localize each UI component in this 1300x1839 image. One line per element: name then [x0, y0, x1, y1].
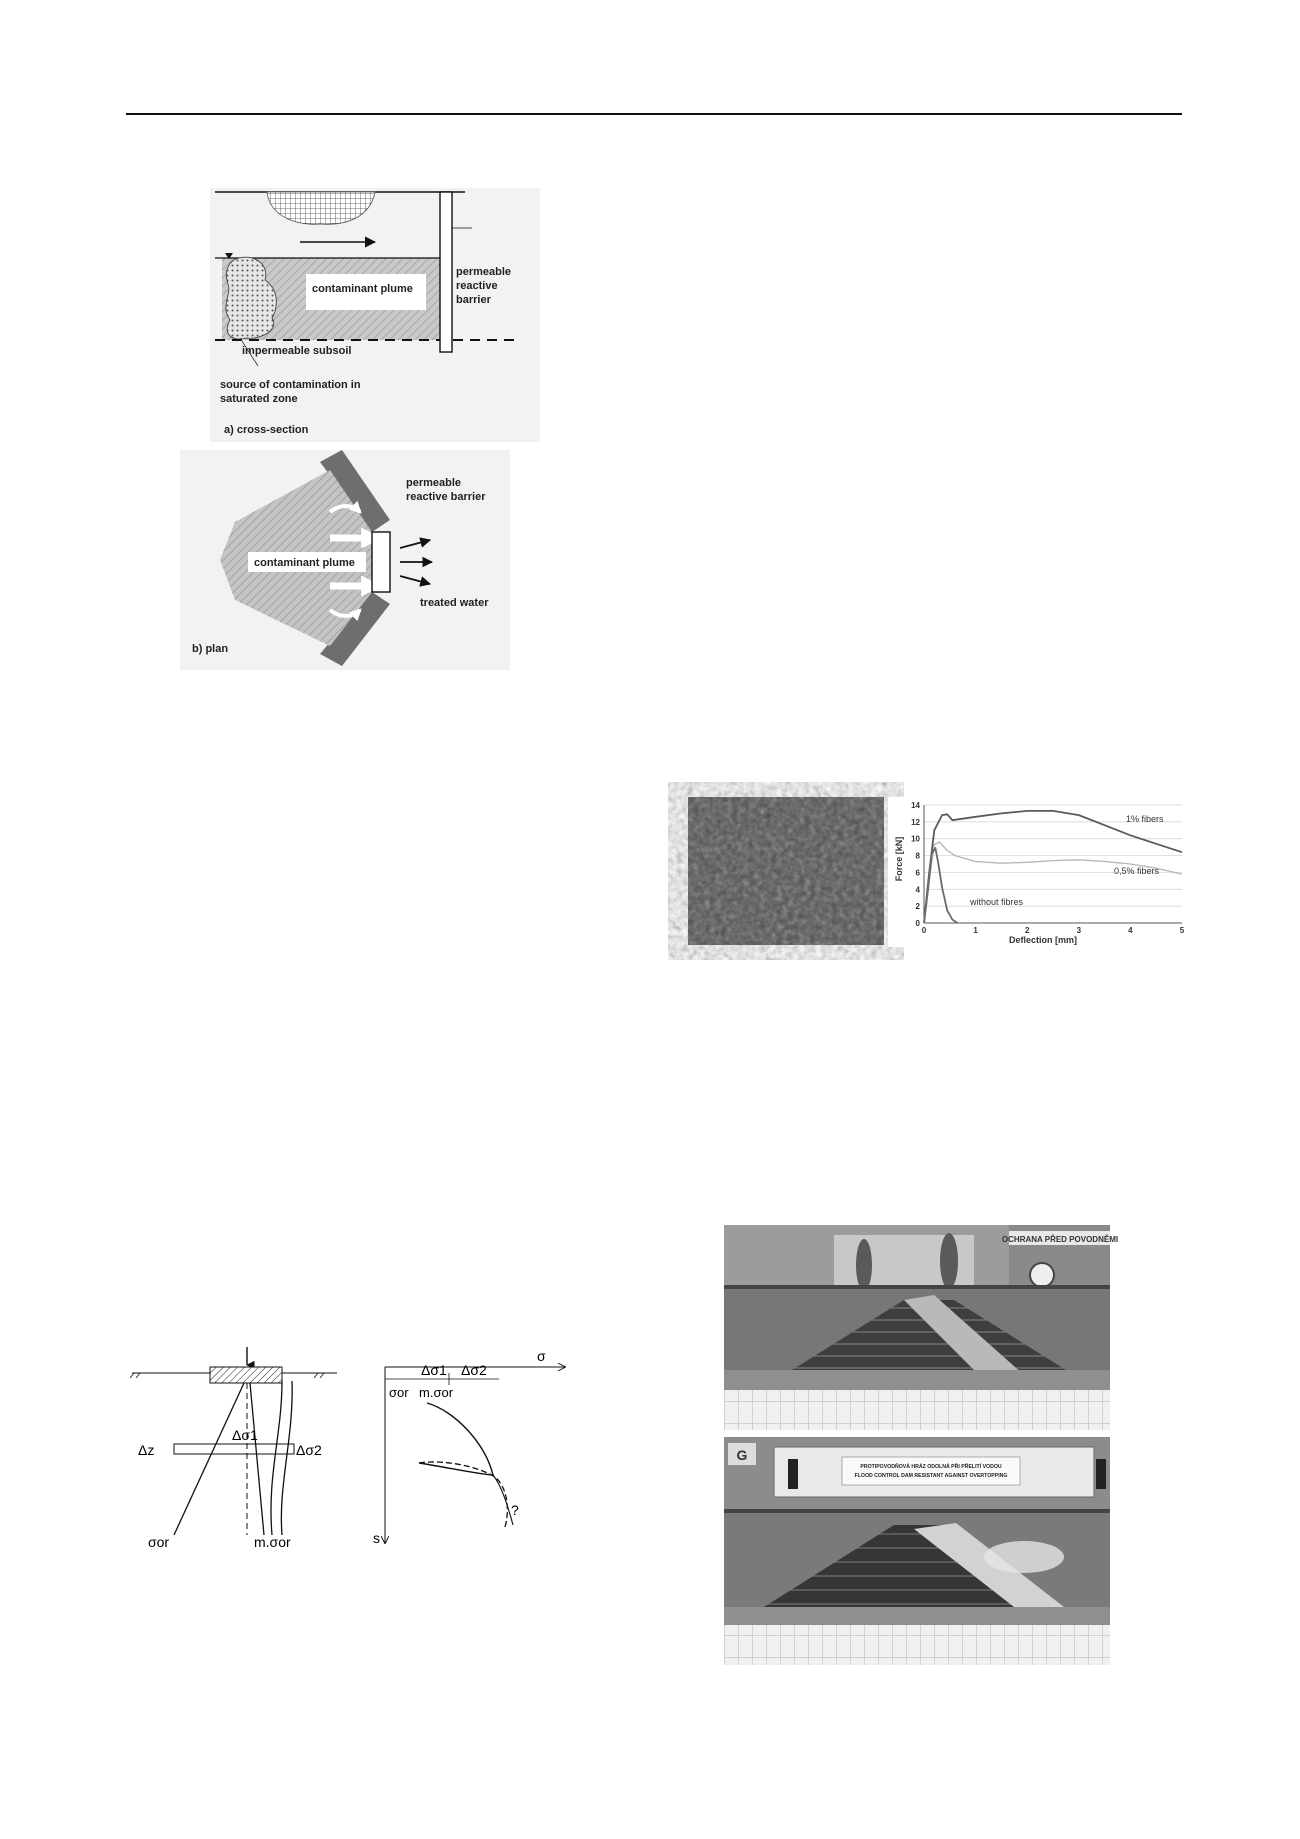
force-deflection-chart	[888, 797, 1188, 947]
y-tick-label: 8	[915, 851, 920, 861]
reactive-gate	[372, 532, 390, 592]
delta-sigma2-label: Δσ2	[296, 1442, 322, 1458]
header-rule	[126, 113, 1182, 115]
y-tick-label: 10	[911, 834, 920, 844]
legend-without-fibres: without fibres	[970, 897, 1024, 907]
top-photo-sign: OCHRANA PŘED POVODNĚMI	[1001, 1235, 1119, 1244]
y-tick-label: 2	[915, 902, 920, 912]
plan-barrier-label-1: permeable	[406, 477, 462, 489]
plume-label: contaminant plume	[312, 283, 413, 295]
delta-z-label: Δz	[138, 1442, 155, 1458]
bottom-photo-sign-line2: FLOOD CONTROL DAM RESISTANT AGAINST OVERTOPPING	[854, 1473, 1008, 1479]
fibre-soil-photo	[688, 797, 884, 945]
plan-barrier-label-2: reactive barrier	[406, 491, 486, 503]
barrier-label-3: barrier	[456, 294, 491, 306]
right-delta-sigma2-label: Δσ2	[461, 1362, 487, 1378]
pbr-cross-section-figure	[210, 188, 540, 442]
flood-dam-photo-bottom	[724, 1437, 1110, 1665]
pbr-plan-figure	[180, 450, 510, 670]
y-tick-label: 12	[911, 817, 920, 827]
right-m-sigma-or-label: m.σor	[419, 1385, 454, 1400]
y-tick-label: 0	[915, 919, 920, 928]
source-label-1: source of contamination in	[220, 379, 361, 391]
m-sigma-or-label: m.σor	[254, 1534, 291, 1550]
delta-sigma1-label: Δσ1	[232, 1427, 258, 1443]
y-axis-label: Force [kN]	[894, 836, 904, 882]
x-tick-label: 5	[1179, 926, 1185, 935]
treated-water-label: treated water	[420, 597, 489, 609]
x-tick-label: 4	[1128, 926, 1133, 935]
s-axis-label: s	[373, 1530, 380, 1546]
legend-1pct-fibers: 1% fibers	[1126, 814, 1164, 824]
sigma-axis-label: σ	[537, 1348, 546, 1364]
x-tick-label: 3	[1076, 926, 1082, 935]
x-axis-label: Deflection [mm]	[1008, 935, 1078, 945]
reactive-barrier	[440, 192, 452, 352]
y-tick-label: 6	[915, 868, 920, 878]
right-sigma-or-label: σor	[389, 1385, 409, 1400]
barrier-label-2: reactive	[456, 280, 498, 292]
bottom-photo-corner-letter: G	[736, 1447, 748, 1463]
bottom-photo-sign-line1: PROTIPOVODŇOVÁ HRÁZ ODOLNÁ PŘI PŘELITÍ VODOU	[860, 1464, 1002, 1470]
settlement-curve-figure	[375, 1345, 575, 1550]
plan-caption: b) plan	[192, 643, 229, 655]
x-tick-label: 0	[921, 926, 927, 935]
question-label: ?	[511, 1502, 519, 1518]
x-tick-label: 2	[1024, 926, 1030, 935]
plan-plume-label: contaminant plume	[254, 557, 355, 569]
x-tick-label: 1	[973, 926, 978, 935]
legend-05pct-fibers: 0,5% fibers	[1114, 866, 1160, 876]
flood-dam-photo-top	[724, 1225, 1119, 1430]
y-tick-label: 4	[915, 885, 920, 895]
subsoil-label: impermeable subsoil	[242, 345, 352, 357]
y-tick-label: 14	[911, 801, 920, 810]
stress-distribution-figure	[132, 1345, 362, 1550]
source-label-2: saturated zone	[220, 393, 298, 405]
sigma-or-label: σor	[148, 1534, 170, 1550]
right-delta-sigma1-label: Δσ1	[421, 1362, 447, 1378]
cross-section-caption: a) cross-section	[224, 424, 309, 436]
barrier-label-1: permeable	[456, 266, 512, 278]
